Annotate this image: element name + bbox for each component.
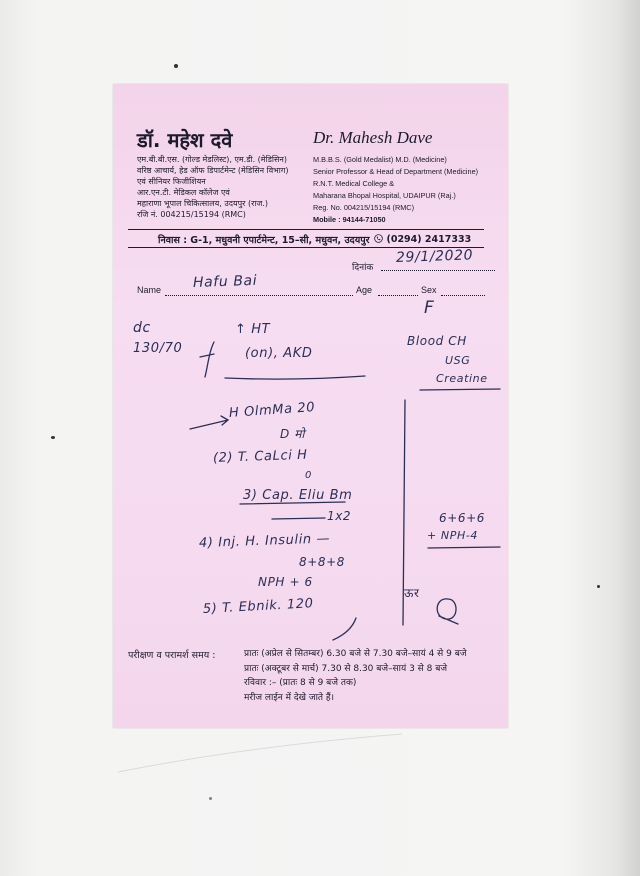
timing-line: रविवार :– (प्रातः 8 से 9 बजे तक) (244, 678, 357, 688)
insulin-alternate-dose: + NPH-4 (427, 529, 479, 542)
qualification-line: Reg. No. 004215/15194 (RMC) (313, 203, 414, 212)
rx-drug: H OlmMa 20 (228, 399, 316, 421)
timing-line: प्रातः (अक्टूबर से मार्च) 7.30 से 8.30 बजे–सायं 3 से 8 बजे (244, 663, 448, 674)
qualification-line: M.B.B.S. (Gold Medalist) M.D. (Medicine) (313, 155, 447, 164)
qualification-line: एवं सीनियर फिजीशियन (137, 177, 206, 186)
rx-dose: 0 (305, 470, 312, 481)
end-curve-stroke (333, 618, 356, 640)
pen-strokes (113, 84, 508, 728)
rx-drug: NPH + 6 (258, 575, 313, 589)
rx-dose: 1x2 (327, 509, 352, 523)
address-text: निवास : G-1, मधुवनी एपार्टमेन्ट, 15–सी, मधुवन, उदयपुर (158, 235, 370, 246)
nph-underline (428, 547, 500, 548)
sex-value: F (424, 298, 435, 318)
timing-line: प्रातः (अप्रेल से सितम्बर) 6.30 बजे से 7.30 बजे–सायं 4 से 9 बजे (244, 649, 467, 659)
strike-through-line (240, 502, 345, 504)
doctor-name-hindi: डॉ. महेश दवे (137, 128, 233, 152)
qualification-line: महाराणा भूपाल चिकित्सालय, उदयपुर (राज.) (137, 199, 269, 208)
date-value: 29/1/2020 (395, 247, 474, 266)
phone-number: (0294) 2417333 (386, 234, 472, 245)
rx-drug: 5) T. Ebnik. 120 (202, 596, 314, 617)
history-note: dc (133, 320, 151, 336)
qualification-line: एम.बी.बी.एस. (गोल्ड मेडलिस्ट), एम.डी. (मेडिसिन) (137, 155, 287, 164)
age-label: Age (356, 285, 373, 295)
date-label: दिनांक (352, 262, 374, 272)
prescription-sheet (113, 84, 508, 728)
qualification-line: Maharana Bhopal Hospital, UDAIPUR (Raj.) (313, 191, 456, 200)
f-mark-stroke (200, 342, 214, 377)
blood-pressure-note: 130/70 (133, 341, 183, 356)
dose-dash-line (272, 518, 325, 519)
timing-line: मरीज लाईन में देखे जाते हैं। (244, 692, 335, 703)
mobile-number: Mobile : 94144-71050 (313, 215, 386, 224)
arrow-icon (190, 416, 228, 429)
patient-name-value: Hafu Bai (192, 272, 258, 291)
signature-text: ऊर (404, 586, 420, 600)
qualification-line: आर.एन.टी. मेडिकल कॉलेज एवं (137, 188, 230, 197)
diagnosis-underline (225, 376, 365, 379)
consultation-timing-label: परीक्षण व परामर्श समय : (128, 650, 216, 661)
rx-drug: (2) T. CaLci H (212, 447, 308, 466)
consultation-timings (244, 647, 467, 705)
rx-drug-struck: 3) Cap. Eliu Bm (243, 488, 353, 503)
qualification-line: Senior Professor & Head of Department (Medicine) (313, 167, 479, 176)
qualification-line: रजि नं. 004215/15194 (RMC) (137, 210, 246, 219)
doctor-name-english: Dr. Mahesh Dave (313, 128, 433, 147)
qualification-line: R.N.T. Medical College & (313, 179, 395, 188)
investigations-underline (420, 389, 500, 390)
diagnosis-note: (on), AKD (245, 346, 313, 361)
rx-divider-line (403, 400, 405, 625)
rx-dose: D मो (280, 427, 306, 441)
investigation-item: Blood CH (407, 334, 467, 348)
diagnosis-note: ↑ HT (235, 322, 271, 337)
name-label: Name (137, 285, 162, 295)
qualification-line: वरिष्ठ आचार्य, हेड ऑफ डिपार्टमेन्ट (मेडिसिन विभाग) (137, 166, 289, 175)
investigation-item: Creatine (436, 372, 488, 385)
investigation-item: USG (445, 354, 471, 367)
rx-dose: 8+8+8 (299, 555, 346, 569)
insulin-alternate-dose: 6+6+6 (439, 511, 486, 525)
rx-drug: 4) Inj. H. Insulin — (198, 531, 331, 551)
sex-label: Sex (421, 285, 437, 295)
signature-mark (437, 599, 458, 624)
